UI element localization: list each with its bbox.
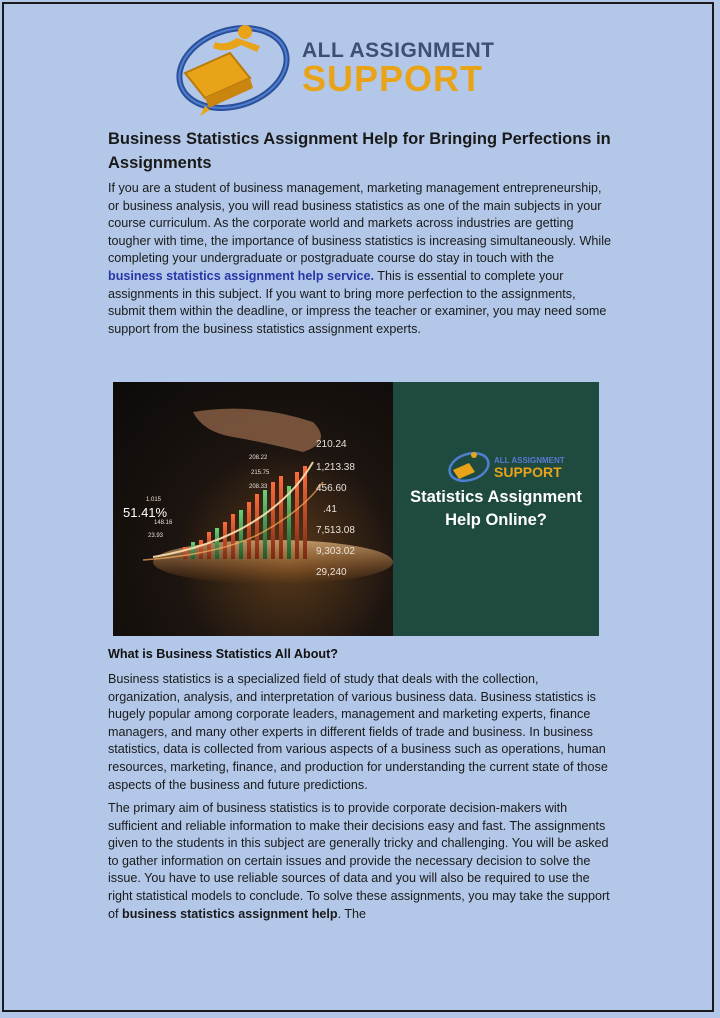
site-logo[interactable] <box>165 18 495 118</box>
stat-small: 208.33 <box>249 484 268 490</box>
logo-text-bottom: SUPPORT <box>302 58 484 99</box>
intro-text-start: If you are a student of business management, marketing management entrepreneurship, or business analysis, you will read business statistics as one of the main subjects in your course curriculum. As the corporate world and markets across industries are getting tougher with time, the importance of business statistics is increasing simultaneously. While completing your undergraduate or postgraduate course do stay in touch with the <box>108 181 612 266</box>
aim-text-start: The primary aim of business statistics is to provide corporate decision-makers with sufficient and reliable information to make their decisions easy and fast. The assignments given to the students in this subject are generally tricky and challenging. You will be asked to gather information on certain issues and provide the necessary decision to solve the issue. You have to use reliable sources of data and you will also be required to use the right statistical models to conclude. To solve these assignments, you may take the support of <box>108 801 610 921</box>
section-heading: What is Business Statistics All About? <box>108 647 338 661</box>
banner-logo-icon <box>445 450 493 484</box>
stat-number: 1,213.38 <box>316 462 355 473</box>
chart-photo <box>113 382 403 636</box>
stat-small: 215.75 <box>251 470 270 476</box>
aim-paragraph <box>108 800 612 923</box>
definition-paragraph: Business statistics is a specialized field of study that deals with the collection, organization, analysis, and interpretation of various business data. Business statistics is hugely popular among corporate leaders, management and marketing experts, finance managers, and many other experts in different fields of trade and business. In business statistics, data is collected from various aspects of a business such as operations, human resources, marketing, finance, and production for understanding the current state of those aspects of the business and future predictions. <box>108 672 608 792</box>
intro-text-end: This is essential to complete your assignments in this subject. If you want to bring more perfection to the assignments, submit them within the deadline, or impress the teacher or examiner, you may need some support from the business statistics assignment experts. <box>108 268 607 336</box>
banner-logo-text-top: ALL ASSIGNMENT <box>494 456 565 465</box>
stat-small: 208.22 <box>249 455 268 461</box>
stat-number: 210.24 <box>316 439 347 450</box>
logo-text-top: ALL ASSIGNMENT <box>302 39 495 62</box>
aim-text-bold: business statistics assignment help <box>122 906 338 921</box>
stat-small: 1.015 <box>146 497 162 503</box>
banner-text-panel <box>393 382 599 636</box>
stat-number: .41 <box>323 504 337 515</box>
stat-number: 9,303.02 <box>316 546 355 557</box>
stat-number: 29,240 <box>316 567 347 578</box>
page-title: Business Statistics Assignment Help for Bringing Perfections in Assignments <box>108 130 611 172</box>
stat-number: 456.60 <box>316 483 347 494</box>
stat-percentage: 51.41% <box>123 505 168 520</box>
stat-number: 7,513.08 <box>316 525 355 536</box>
banner-logo-text-bottom: SUPPORT <box>494 464 562 480</box>
service-link[interactable]: business statistics assignment help service. <box>108 268 374 283</box>
stat-small: 23.93 <box>148 533 164 539</box>
banner-image <box>113 382 599 636</box>
banner-title: Statistics Assignment Help Online? <box>410 488 582 529</box>
intro-paragraph <box>108 180 612 338</box>
logo-emblem-icon <box>165 18 300 118</box>
aim-text-end: . The <box>337 906 367 921</box>
stat-small: 148.16 <box>154 520 173 526</box>
